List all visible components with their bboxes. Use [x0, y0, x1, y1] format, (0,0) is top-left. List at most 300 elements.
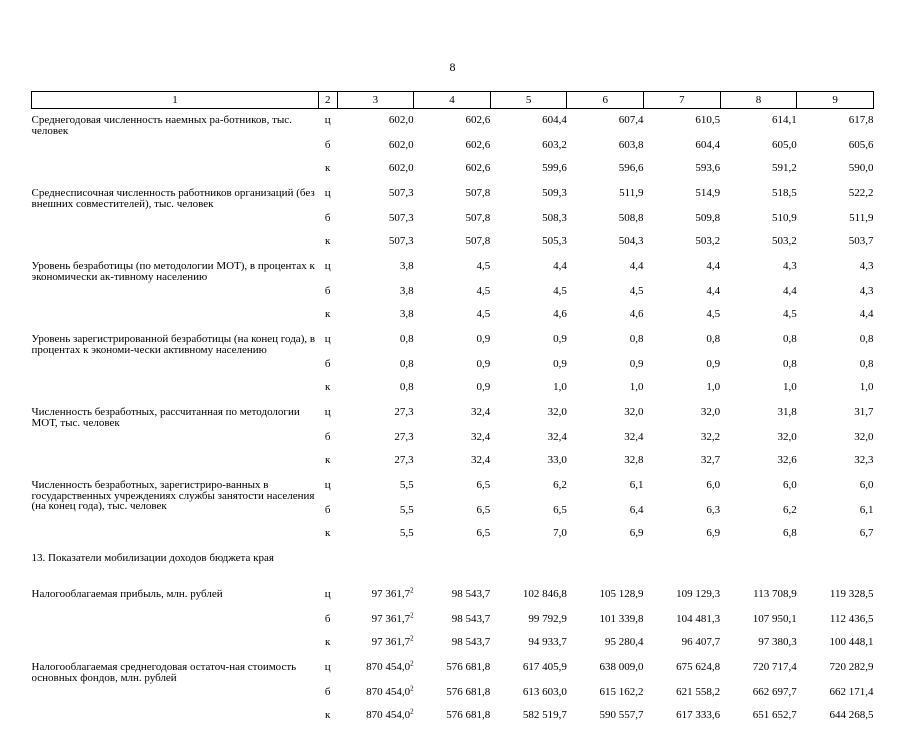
value-cell — [337, 282, 414, 305]
value-cell — [567, 610, 644, 633]
value-cell — [567, 401, 644, 428]
empty-cell — [490, 547, 567, 583]
value-cell — [337, 683, 414, 706]
variant-code: б — [324, 285, 331, 297]
value-cell — [414, 683, 491, 706]
value-cell — [797, 378, 874, 401]
section-title-text: 13. Показатели мобилизации доходов бюджета края — [31, 552, 274, 564]
value-text: 96 407,7 — [681, 636, 721, 648]
footnote-marker: 2 — [410, 611, 414, 620]
value-cell — [490, 451, 567, 474]
value-cell — [490, 209, 567, 232]
value-cell — [414, 109, 491, 137]
value-text: 593,6 — [695, 162, 721, 174]
value-cell — [797, 136, 874, 159]
value-cell — [567, 633, 644, 656]
value-text: 576 681,8 — [446, 709, 491, 721]
value-cell — [567, 209, 644, 232]
value-text: 6,0 — [706, 479, 721, 491]
value-cell — [720, 706, 797, 729]
value-text: 0,9 — [706, 358, 721, 370]
value-cell — [337, 378, 414, 401]
value-cell — [337, 209, 414, 232]
value-cell — [797, 355, 874, 378]
value-cell — [337, 428, 414, 451]
value-cell — [797, 633, 874, 656]
value-text: 511,9 — [619, 187, 644, 199]
value-cell — [720, 209, 797, 232]
value-cell — [644, 355, 721, 378]
value-cell — [644, 232, 721, 255]
indicator-label — [32, 255, 319, 328]
value-cell — [567, 683, 644, 706]
value-text: 675 624,8 — [676, 661, 721, 673]
value-text: 1,0 — [629, 381, 644, 393]
value-text: 507,3 — [388, 212, 414, 224]
value-text: 511,9 — [849, 212, 874, 224]
value-text: 98 543,7 — [451, 636, 491, 648]
value-text: 507,3 — [388, 187, 414, 199]
value-text: 0,9 — [553, 358, 567, 370]
value-text: 107 950,1 — [752, 613, 797, 625]
value-text: 32,0 — [624, 406, 644, 418]
value-text: 98 543,7 — [451, 588, 491, 600]
value-text: 98 543,7 — [451, 613, 491, 625]
value-text: 0,8 — [859, 333, 874, 345]
value-cell — [644, 328, 721, 355]
value-text: 1,0 — [706, 381, 721, 393]
value-text: 4,4 — [859, 308, 874, 320]
variant-code: б — [324, 139, 331, 151]
value-cell — [644, 633, 721, 656]
variant-code: ц — [324, 588, 331, 600]
value-cell — [644, 428, 721, 451]
value-text: 32,4 — [471, 431, 491, 443]
value-text: 4,5 — [706, 308, 721, 320]
value-text: 32,0 — [700, 406, 721, 418]
value-text: 508,3 — [542, 212, 567, 224]
value-text: 3,8 — [399, 285, 414, 297]
value-cell — [337, 305, 414, 328]
value-text: 32,4 — [471, 406, 491, 418]
value-text: 4,5 — [476, 285, 491, 297]
value-text: 1,0 — [553, 381, 567, 393]
value-cell — [490, 109, 567, 137]
value-text: 113 708,9 — [753, 588, 797, 600]
value-cell — [797, 401, 874, 428]
value-cell — [797, 428, 874, 451]
value-text: 602,6 — [465, 114, 491, 126]
indicator-label-text: Численность безработных, зарегистриро-ванных в государственных учреждениях службы занятости населения (на конец года), тыс. человек — [31, 479, 315, 512]
empty-cell — [318, 547, 337, 583]
value-text: 603,8 — [618, 139, 644, 151]
value-cell — [797, 305, 874, 328]
header-cell: 9 — [797, 92, 874, 109]
header-cell: 1 — [32, 92, 319, 109]
value-cell — [490, 633, 567, 656]
value-cell — [797, 610, 874, 633]
value-text: 602,6 — [465, 162, 491, 174]
value-text: 6,9 — [629, 527, 644, 539]
value-cell — [567, 524, 644, 547]
value-text: 4,6 — [629, 308, 644, 320]
variant-code: ц — [324, 479, 331, 491]
indicators-table — [31, 91, 874, 729]
variant-code: к — [325, 636, 331, 648]
value-text: 6,2 — [783, 504, 797, 516]
value-cell — [337, 109, 414, 137]
value-cell — [490, 706, 567, 729]
value-cell — [490, 355, 567, 378]
variant-code: ц — [324, 406, 331, 418]
value-text: 0,8 — [629, 333, 644, 345]
value-cell — [337, 401, 414, 428]
header-row — [32, 92, 874, 109]
value-cell — [797, 232, 874, 255]
value-cell — [490, 232, 567, 255]
value-text: 605,0 — [772, 139, 797, 151]
value-cell — [490, 255, 567, 282]
value-text: 509,3 — [542, 187, 567, 199]
value-text: 119 328,5 — [829, 588, 874, 600]
value-cell — [414, 501, 491, 524]
value-text: 31,7 — [854, 406, 874, 418]
value-cell — [337, 328, 414, 355]
value-text: 602,0 — [388, 139, 414, 151]
value-text: 6,4 — [629, 504, 644, 516]
value-cell — [337, 136, 414, 159]
value-cell — [414, 428, 491, 451]
value-cell — [337, 232, 414, 255]
value-cell — [567, 706, 644, 729]
variant-code: ц — [324, 333, 331, 345]
page-number: 8 — [449, 60, 456, 74]
table-row — [32, 255, 874, 282]
indicator-label — [32, 656, 319, 729]
variant-code: к — [325, 308, 331, 320]
value-cell — [337, 451, 414, 474]
value-text: 505,3 — [542, 235, 567, 247]
value-cell — [490, 683, 567, 706]
value-cell — [414, 232, 491, 255]
value-cell — [797, 282, 874, 305]
header-cell: 6 — [567, 92, 644, 109]
value-cell — [490, 501, 567, 524]
value-text: 32,2 — [700, 431, 721, 443]
header-cell: 2 — [318, 92, 337, 109]
value-cell — [414, 474, 491, 501]
indicator-label-text: Уровень безработицы (по методологии МОТ), в процентах к экономически ак-тивному населению — [31, 260, 315, 283]
value-cell — [720, 232, 797, 255]
value-cell — [490, 474, 567, 501]
empty-cell — [644, 547, 721, 583]
value-text: 0,8 — [706, 333, 721, 345]
value-cell — [797, 524, 874, 547]
value-cell — [644, 683, 721, 706]
value-cell — [567, 232, 644, 255]
value-cell — [644, 501, 721, 524]
value-cell — [797, 501, 874, 524]
value-text: 6,1 — [629, 479, 644, 491]
value-text: 95 280,4 — [605, 636, 644, 648]
value-text: 591,2 — [772, 162, 797, 174]
value-cell — [490, 428, 567, 451]
value-text: 617,8 — [848, 114, 874, 126]
value-cell — [567, 583, 644, 610]
value-cell — [337, 706, 414, 729]
value-cell — [567, 355, 644, 378]
variant-code: ц — [324, 661, 331, 673]
value-text: 4,4 — [706, 285, 721, 297]
value-text: 4,3 — [859, 285, 874, 297]
value-cell — [797, 182, 874, 209]
indicator-label-text: Среднесписочная численность работников организаций (без внешних совместителей), тыс. человек — [31, 187, 315, 210]
value-cell — [414, 209, 491, 232]
value-text: 617 333,6 — [676, 709, 721, 721]
value-text: 4,5 — [783, 308, 797, 320]
variant-code: б — [324, 613, 331, 625]
value-text: 27,3 — [394, 454, 414, 466]
value-text: 651 652,7 — [752, 709, 797, 721]
value-text: 4,5 — [476, 308, 491, 320]
value-text: 605,6 — [848, 139, 874, 151]
value-cell — [567, 159, 644, 182]
value-cell — [720, 633, 797, 656]
value-text: 576 681,8 — [446, 661, 491, 673]
value-cell — [644, 282, 721, 305]
variant-code: б — [324, 686, 331, 698]
value-text: 32,4 — [624, 431, 644, 443]
value-cell — [644, 583, 721, 610]
value-cell — [490, 401, 567, 428]
variant-code: к — [325, 381, 331, 393]
value-cell — [490, 583, 567, 610]
header-cell: 5 — [490, 92, 567, 109]
value-cell — [644, 401, 721, 428]
value-cell — [490, 524, 567, 547]
value-cell — [644, 159, 721, 182]
value-cell — [414, 328, 491, 355]
value-cell — [414, 401, 491, 428]
value-text: 97 361,7 — [371, 613, 411, 625]
value-cell — [337, 355, 414, 378]
value-text: 0,8 — [399, 358, 414, 370]
variant-code: б — [324, 358, 331, 370]
value-cell — [567, 474, 644, 501]
value-text: 503,7 — [848, 235, 874, 247]
value-text: 0,9 — [476, 381, 491, 393]
value-cell — [644, 182, 721, 209]
indicator-label — [32, 401, 319, 474]
variant-code: ц — [324, 187, 331, 199]
value-cell — [720, 159, 797, 182]
value-text: 6,5 — [476, 479, 491, 491]
value-text: 576 681,8 — [446, 686, 491, 698]
value-text: 3,8 — [399, 308, 414, 320]
value-cell — [644, 209, 721, 232]
value-cell — [720, 501, 797, 524]
value-text: 4,5 — [476, 260, 491, 272]
value-text: 590 557,7 — [599, 709, 644, 721]
value-cell — [644, 136, 721, 159]
value-text: 6,0 — [783, 479, 797, 491]
value-cell — [567, 501, 644, 524]
indicator-label — [32, 583, 319, 656]
value-text: 4,3 — [783, 260, 797, 272]
value-cell — [567, 282, 644, 305]
value-cell — [644, 524, 721, 547]
value-text: 720 717,4 — [752, 661, 797, 673]
value-cell — [797, 159, 874, 182]
value-text: 5,5 — [399, 527, 414, 539]
value-cell — [414, 706, 491, 729]
value-cell — [490, 378, 567, 401]
value-text: 6,5 — [476, 527, 491, 539]
value-cell — [644, 474, 721, 501]
value-text: 610,5 — [695, 114, 721, 126]
value-text: 32,0 — [547, 406, 567, 418]
variant-code: к — [325, 235, 331, 247]
variant-code: ц — [324, 114, 331, 126]
value-text: 102 846,8 — [522, 588, 567, 600]
value-cell — [720, 474, 797, 501]
value-text: 32,3 — [854, 454, 874, 466]
value-text: 4,5 — [553, 285, 567, 297]
value-cell — [414, 656, 491, 683]
value-cell — [337, 255, 414, 282]
value-cell — [337, 159, 414, 182]
value-text: 6,5 — [476, 504, 491, 516]
value-cell — [567, 305, 644, 328]
value-text: 27,3 — [394, 406, 414, 418]
section-title — [32, 547, 319, 583]
value-cell — [720, 255, 797, 282]
value-cell — [337, 583, 414, 610]
value-cell — [567, 182, 644, 209]
value-cell — [490, 328, 567, 355]
variant-code: б — [324, 504, 331, 516]
value-cell — [720, 305, 797, 328]
value-cell — [337, 474, 414, 501]
value-text: 615 162,2 — [599, 686, 644, 698]
value-text: 104 481,3 — [676, 613, 721, 625]
value-text: 662 697,7 — [752, 686, 797, 698]
value-cell — [720, 136, 797, 159]
value-text: 6,0 — [859, 479, 874, 491]
value-cell — [414, 378, 491, 401]
value-text: 0,9 — [476, 333, 491, 345]
value-text: 603,2 — [542, 139, 567, 151]
value-text: 0,8 — [399, 333, 414, 345]
value-text: 6,1 — [859, 504, 874, 516]
value-text: 5,5 — [399, 479, 414, 491]
indicator-label-text: Численность безработных, рассчитанная по методологии МОТ, тыс. человек — [31, 406, 300, 429]
empty-cell — [720, 547, 797, 583]
value-cell — [567, 255, 644, 282]
header-cell: 7 — [644, 92, 721, 109]
value-text: 32,0 — [777, 431, 797, 443]
variant-code: б — [324, 212, 331, 224]
value-text: 0,8 — [783, 358, 797, 370]
value-cell — [490, 182, 567, 209]
table-row — [32, 656, 874, 683]
value-cell — [567, 109, 644, 137]
value-text: 507,8 — [465, 235, 491, 247]
value-cell — [797, 328, 874, 355]
value-cell — [337, 656, 414, 683]
value-text: 6,8 — [783, 527, 797, 539]
value-text: 109 129,3 — [676, 588, 721, 600]
value-cell — [644, 109, 721, 137]
value-cell — [720, 355, 797, 378]
value-cell — [720, 182, 797, 209]
value-cell — [720, 109, 797, 137]
indicator-label — [32, 182, 319, 255]
value-text: 97 361,7 — [371, 588, 411, 600]
value-text: 638 009,0 — [599, 661, 644, 673]
value-text: 6,2 — [553, 479, 567, 491]
value-cell — [797, 706, 874, 729]
value-text: 607,4 — [618, 114, 644, 126]
value-cell — [414, 451, 491, 474]
value-text: 6,5 — [553, 504, 567, 516]
value-cell — [720, 378, 797, 401]
value-text: 6,7 — [859, 527, 874, 539]
footnote-marker: 2 — [410, 634, 414, 643]
value-cell — [567, 656, 644, 683]
value-text: 720 282,9 — [829, 661, 874, 673]
value-text: 507,8 — [465, 187, 491, 199]
table-row — [32, 474, 874, 501]
value-text: 31,8 — [777, 406, 797, 418]
section-row — [32, 547, 874, 583]
value-cell — [414, 610, 491, 633]
value-text: 0,9 — [476, 358, 491, 370]
table-row — [32, 401, 874, 428]
value-text: 112 436,5 — [829, 613, 874, 625]
value-cell — [567, 136, 644, 159]
value-cell — [490, 610, 567, 633]
value-text: 504,3 — [618, 235, 644, 247]
empty-cell — [797, 547, 874, 583]
value-cell — [644, 378, 721, 401]
value-text: 613 603,0 — [522, 686, 567, 698]
value-text: 4,5 — [629, 285, 644, 297]
value-text: 870 454,0 — [366, 661, 411, 673]
value-cell — [490, 282, 567, 305]
value-text: 0,9 — [553, 333, 567, 345]
value-cell — [337, 501, 414, 524]
value-cell — [414, 255, 491, 282]
value-cell — [414, 305, 491, 328]
value-text: 4,3 — [859, 260, 874, 272]
value-text: 97 380,3 — [758, 636, 797, 648]
header-cell: 3 — [337, 92, 414, 109]
value-text: 4,6 — [553, 308, 567, 320]
value-text: 32,4 — [547, 431, 567, 443]
value-cell — [797, 656, 874, 683]
value-cell — [337, 610, 414, 633]
value-cell — [797, 474, 874, 501]
value-text: 100 448,1 — [829, 636, 874, 648]
value-text: 0,8 — [783, 333, 797, 345]
value-cell — [567, 328, 644, 355]
value-text: 32,0 — [854, 431, 874, 443]
value-text: 97 361,7 — [371, 636, 411, 648]
indicator-label — [32, 474, 319, 547]
value-text: 617 405,9 — [522, 661, 567, 673]
value-text: 1,0 — [859, 381, 874, 393]
